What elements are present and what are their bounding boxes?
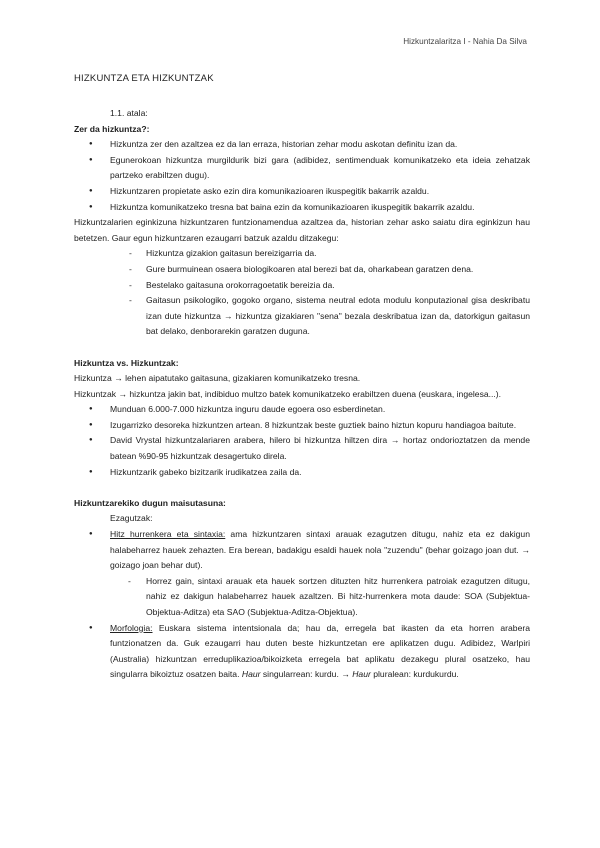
bullet-list bbox=[74, 402, 530, 480]
dash-list bbox=[110, 574, 530, 621]
paragraph: Hizkuntzalarien eginkizuna hizkuntzaren funtzionamendua azaltzea da, historian zehar asko saiatu dira eginkizun hau betetzen. Gaur egun hizkuntzaren ezaugarri batzuk azaldu ditzakegu: bbox=[74, 217, 530, 243]
arrow: → bbox=[341, 669, 353, 680]
example-word: Haur bbox=[352, 669, 371, 680]
document-body bbox=[74, 106, 530, 683]
list-item: ● Egunerokoan hizkuntza murgildurik bizi gara (adibidez, sentimenduak komunikatzeko eta ideia zehatzak partzeko erabiltzen dugu). bbox=[74, 153, 530, 184]
list-item: ● Hizkuntza zer den azaltzea ez da lan erraza, historian zehar modu askotan definitu izan da. bbox=[74, 137, 530, 153]
example-text: pluralean: kurdukurdu. bbox=[370, 669, 459, 680]
list-item: ● Hizkuntzaren propietate asko ezin dira komunikazioaren ikuspegitik bakarrik azaldu. bbox=[74, 184, 530, 200]
list-item: - Gure burmuinean osaera biologikoaren atal berezi bat da, oharkabean garatzen dena. bbox=[74, 262, 530, 278]
item-text: ama hizkuntzaren sintaxi arauak ezagutzen ditugu, nahiz eta ez dakigun halabeharrez hauek zehazten. Era berean, badakigu esaldi hauek nola "zuzendu" (behar goizago joan dut. → goizago joan behar dut). bbox=[110, 529, 530, 571]
section-heading: Zer da hizkuntza?: bbox=[74, 123, 150, 134]
section-label: 1.1. atala: bbox=[110, 108, 148, 118]
paragraph: Hizkuntza → lehen aipatutako gaitasuna, gizakiaren komunikatzeko tresna. bbox=[74, 373, 361, 384]
list-item: ● David Vrystal hizkuntzalariaren arabera, hilero bi hizkuntza hiltzen dira → hortaz ondorioztatzen da mende batean %90-95 hizkuntzak desagertuko direla. bbox=[74, 433, 530, 464]
document-title: HIZKUNTZA ETA HIZKUNTZAK bbox=[74, 73, 214, 84]
list-item: ● Izugarrizko desoreka hizkuntzen artean. 8 hizkuntzak beste guztiek baino hiztun kopuru handiagoa baitute. bbox=[74, 418, 530, 434]
example-word: Haur bbox=[241, 669, 261, 680]
page-header: Hizkuntzalaritza I - Nahia Da Silva bbox=[403, 37, 527, 46]
section-heading: Hizkuntza vs. Hizkuntzak: bbox=[74, 357, 179, 368]
bullet-list bbox=[74, 527, 530, 683]
list-item: - Gaitasun psikologiko, gogoko organo, sistema neutral edota modulu konputazional gisa deskribatu izan dute hizkuntza → hizkuntza gizakiaren "sena" bezala deskribatua izan da, datorkigun gaitasun bat delako, denborarekin garatzen duguna. bbox=[74, 293, 530, 340]
list-item: ● Hizkuntzarik gabeko bizitzarik irudikatzea zaila da. bbox=[74, 465, 530, 481]
list-item: - Bestelako gaitasuna orokorragoetatik bereizia da. bbox=[74, 278, 530, 294]
list-item: ● Munduan 6.000-7.000 hizkuntza inguru daude egoera oso esberdinetan. bbox=[74, 402, 530, 418]
paragraph: Hizkuntzak → hizkuntza jakin bat, indibiduo multzo batek komunikatzeko erabiltzen duena (euskara, ingelesa...). bbox=[74, 388, 502, 399]
term: Morfologia: bbox=[110, 622, 153, 633]
section-label: Ezagutzak: bbox=[110, 513, 153, 524]
bullet-list bbox=[74, 137, 530, 215]
dash-list bbox=[74, 246, 530, 340]
list-item bbox=[74, 621, 530, 683]
list-item: - Horrez gain, sintaxi arauak eta hauek sortzen dituzten hitz hurrenkera patroiak ezagutzen ditugu, nahiz ez dakigun halabeharrez hauek azaltzen. Bi hitz-hurrenkera mota daude: SOA (Subjektua-Objektua-Aditza) eta SAO (Subjektua-Aditza-Objektua). bbox=[110, 574, 530, 621]
list-item bbox=[74, 527, 530, 621]
item-text: Euskara sistema intentsionala da; hau da, erregela bat ikasten da eta horren arabera funtzionatzen da. Guk ezaugarri hau duten beste hizkuntzetan ere aplikatzen dugu. Adibidez, Warlpiri (Australia) hizkuntzan erreduplikazioa/bikoizketa erregela bat aplikatu dezakegu plural osatzeko, hau singularra bikoiztuz osatzen baita. bbox=[110, 622, 530, 680]
term: Hitz hurrenkera eta sintaxia: bbox=[110, 529, 226, 540]
list-item: ● Hizkuntza komunikatzeko tresna bat baina ezin da komunikazioaren ikuspegitik bakarrik azaldu. bbox=[74, 200, 530, 216]
list-item: - Hizkuntza gizakion gaitasun bereizigarria da. bbox=[74, 246, 530, 262]
example-text: singularrean: kurdu. bbox=[260, 669, 339, 680]
section-heading: Hizkuntzarekiko dugun maisutasuna: bbox=[74, 497, 226, 508]
